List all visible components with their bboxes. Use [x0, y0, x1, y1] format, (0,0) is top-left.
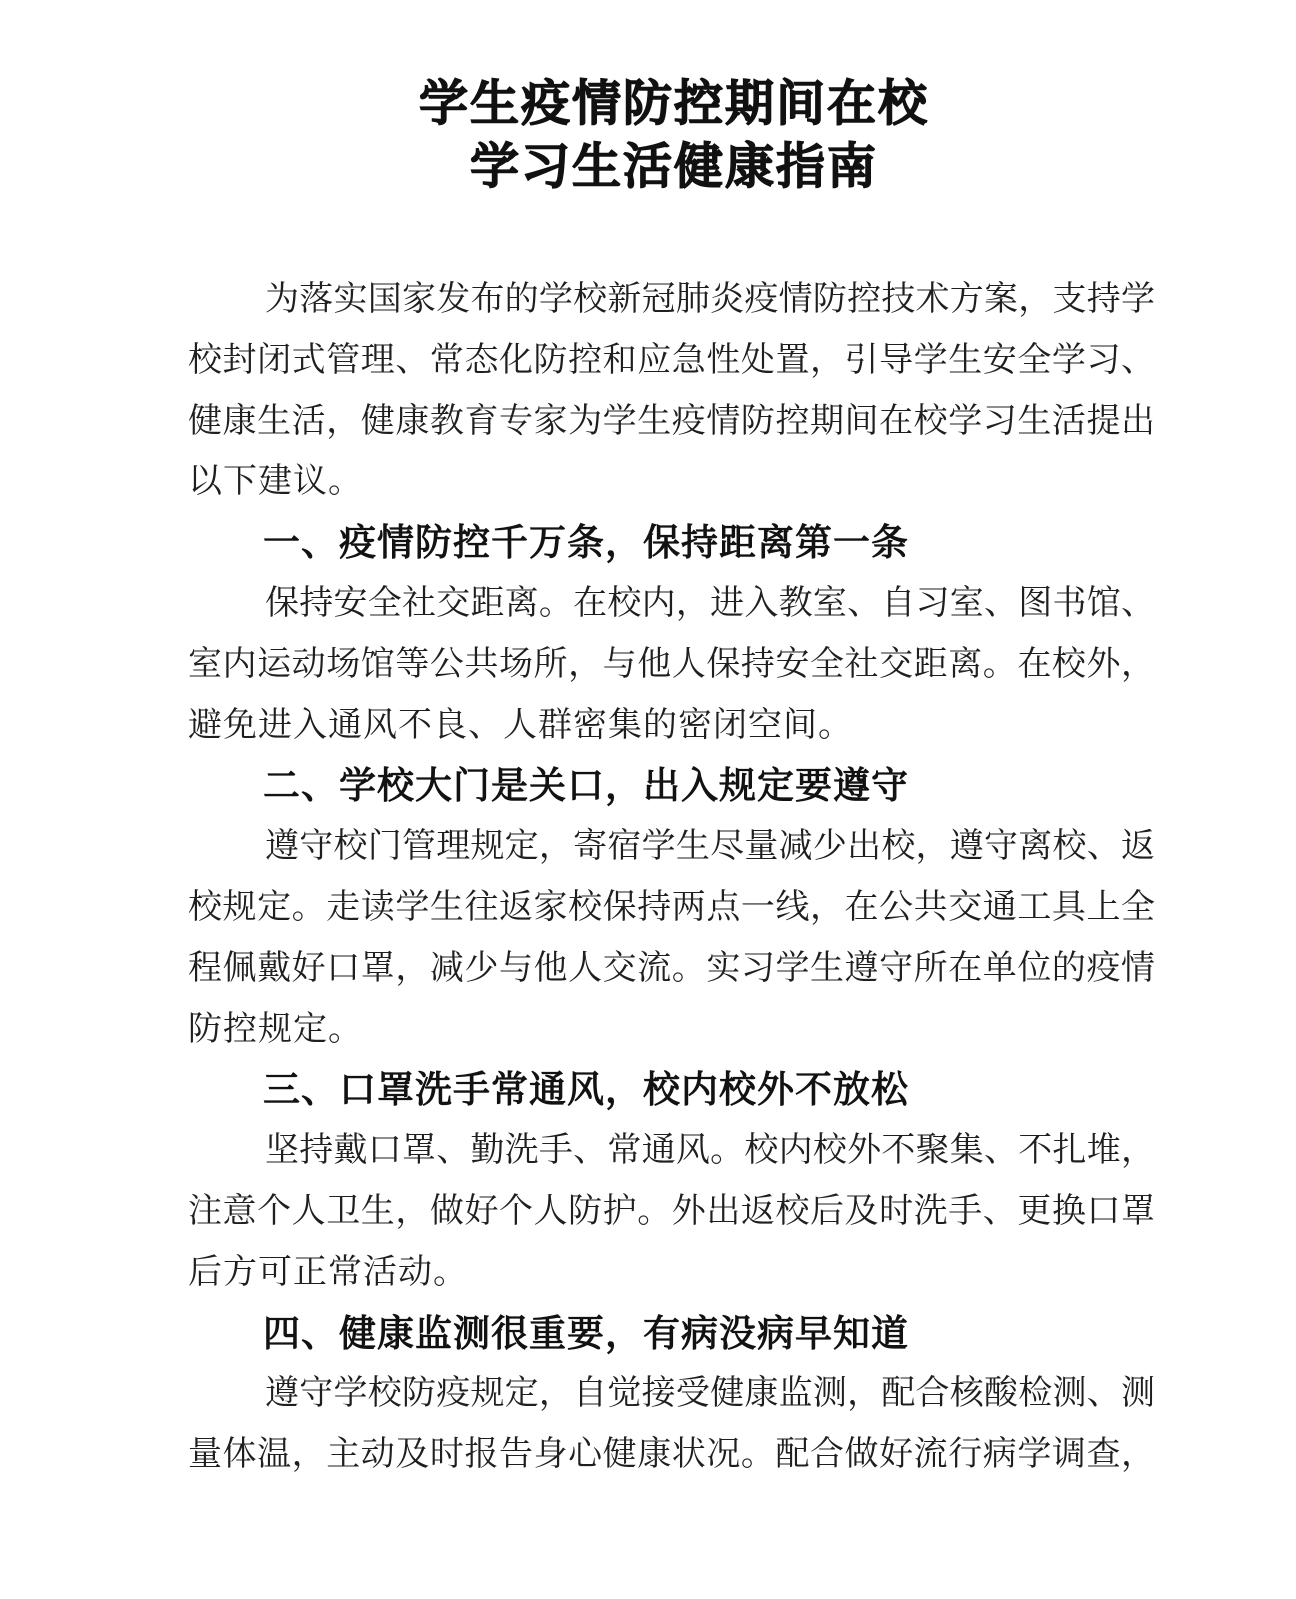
document-title-line-1: 学生疫情防控期间在校: [418, 76, 929, 131]
section-3-heading: 三、口罩洗手常通风，校内校外不放松: [263, 1069, 909, 1111]
section-3-line: 注意个人卫生，做好个人防护。外出返校后及时洗手、更换口罩: [188, 1192, 1155, 1230]
section-4-line: 量体温，主动及时报告身心健康状况。配合做好流行病学调查，: [188, 1436, 1155, 1474]
section-1-line: 室内运动场馆等公共场所，与他人保持安全社交距离。在校外，: [188, 645, 1155, 683]
intro-line: 校封闭式管理、常态化防控和应急性处置，引导学生安全学习、: [188, 341, 1155, 379]
section-4-heading: 四、健康监测很重要，有病没病早知道: [263, 1312, 909, 1354]
section-2-heading: 二、学校大门是关口，出入规定要遵守: [263, 765, 909, 807]
document-title: [188, 72, 1160, 198]
intro-line: 以下建议。: [188, 463, 363, 501]
section-2-line: 程佩戴好口罩，减少与他人交流。实习学生遵守所在单位的疫情: [188, 949, 1155, 987]
section-2-line: 防控规定。: [188, 1010, 363, 1048]
intro-line: 为落实国家发布的学校新冠肺炎疫情防控技术方案，支持学: [265, 281, 1155, 318]
intro-line: 健康生活，健康教育专家为学生疫情防控期间在校学习生活提出: [188, 402, 1155, 440]
section-1-line: 避免进入通风不良、人群密集的密闭空间。: [188, 706, 853, 744]
section-3-line: 后方可正常活动。: [188, 1253, 468, 1291]
section-3-line: 坚持戴口罩、勤洗手、常通风。校内校外不聚集、不扎堆，: [265, 1132, 1155, 1170]
section-1-heading: 一、疫情防控千万条，保持距离第一条: [263, 522, 909, 564]
document-title-line-2: 学习生活健康指南: [469, 139, 878, 194]
section-2-line: 校规定。走读学生往返家校保持两点一线，在公共交通工具上全: [188, 888, 1155, 926]
section-4-line: 遵守学校防疫规定，自觉接受健康监测，配合核酸检测、测: [265, 1375, 1155, 1413]
section-1-line: 保持安全社交距离。在校内，进入教室、自习室、图书馆、: [265, 584, 1155, 622]
section-2-line: 遵守校门管理规定，寄宿学生尽量减少出校，遵守离校、返: [265, 828, 1155, 866]
document-body: [188, 270, 1155, 1486]
